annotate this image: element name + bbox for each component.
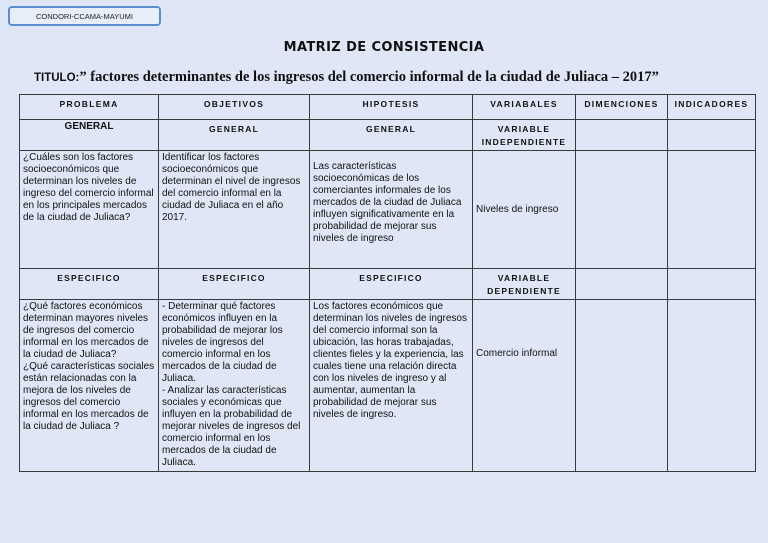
section-label-cell: VARIABLE INDEPENDIENTE	[473, 120, 576, 151]
header-cell: PROBLEMA	[20, 95, 159, 120]
document-subtitle	[34, 69, 764, 86]
header-cell: INDICADORES	[668, 95, 756, 120]
header-cell: DIMENCIONES	[576, 95, 668, 120]
empty-cell	[668, 151, 756, 269]
section-label-cell: ESPECIFICO	[159, 269, 310, 300]
empty-cell	[576, 120, 668, 151]
header-cell: OBJETIVOS	[159, 95, 310, 120]
section-label-cell: ESPECIFICO	[310, 269, 473, 300]
specific-label-row	[20, 269, 756, 300]
content-cell: ¿Qué factores económicos determinan mayores niveles de ingresos del comercio informal en los mercados de la ciudad de Juliaca? ¿Qué características sociales están relacionadas con la mejora de los niveles de ingresos del comercio informal en los mercados de la ciudad de Juliaca ?	[20, 300, 159, 472]
empty-cell	[576, 269, 668, 300]
section-label-cell: ESPECIFICO	[20, 269, 159, 300]
empty-cell	[668, 120, 756, 151]
content-cell: Identificar los factores socioeconómicos que determinan el nivel de ingresos del comercio informal en la ciudad de Juliaca en el año 2017.	[159, 151, 310, 269]
content-cell: Comercio informal	[473, 300, 576, 472]
subtitle-label: TITULO:	[34, 72, 80, 84]
empty-cell	[668, 300, 756, 472]
section-label-cell: GENERAL	[20, 120, 159, 151]
table-header-row	[20, 95, 756, 120]
subtitle-text: ” factores determinantes de los ingresos del comercio informal de la ciudad de Juliaca – 2017”	[79, 69, 659, 85]
page-title: MATRIZ DE CONSISTENCIA	[283, 40, 485, 55]
content-cell: - Determinar qué factores económicos influyen en la probabilidad de mejorar los niveles de ingresos del comercio informal en los mercados de la ciudad de Juliaca. - Analizar las características sociales y económicas que influyen en la probabilidad de mejorar niveles de ingresos del comercio informal en los mercados de la ciudad de Juliaca.	[159, 300, 310, 472]
consistency-matrix-table	[19, 94, 756, 472]
section-label-cell: GENERAL	[159, 120, 310, 151]
content-cell: Los factores económicos que determinan los niveles de ingresos del comercio informal son la ubicación, las horas trabajadas, clientes fieles y la experiencia, las cuales tiene una relación directa con los niveles de ingreso y al aumentar, aumentan la probabilidad de mejorar sus niveles de ingreso.	[310, 300, 473, 472]
general-content-row	[20, 151, 756, 269]
empty-cell	[576, 300, 668, 472]
empty-cell	[668, 269, 756, 300]
content-cell: ¿Cuáles son los factores socioeconómicos que determinan los niveles de ingreso del comercio informal en los principales mercados de la ciudad de Juliaca?	[20, 151, 159, 269]
section-label-cell: VARIABLE DEPENDIENTE	[473, 269, 576, 300]
specific-content-row	[20, 300, 756, 472]
content-cell: Las características socioeconómicas de los comerciantes informales de los mercados de la ciudad de Juliaca influyen significativamente en la probabilidad de mejorar sus niveles de ingreso	[310, 151, 473, 269]
author-name-box	[8, 6, 161, 26]
empty-cell	[576, 151, 668, 269]
author-name: CONDORI-CCAMA-MAYUMI	[36, 11, 133, 21]
header-cell: HIPOTESIS	[310, 95, 473, 120]
section-label-cell: GENERAL	[310, 120, 473, 151]
header-cell: VARIABALES	[473, 95, 576, 120]
content-cell: Niveles de ingreso	[473, 151, 576, 269]
general-label-row	[20, 120, 756, 151]
